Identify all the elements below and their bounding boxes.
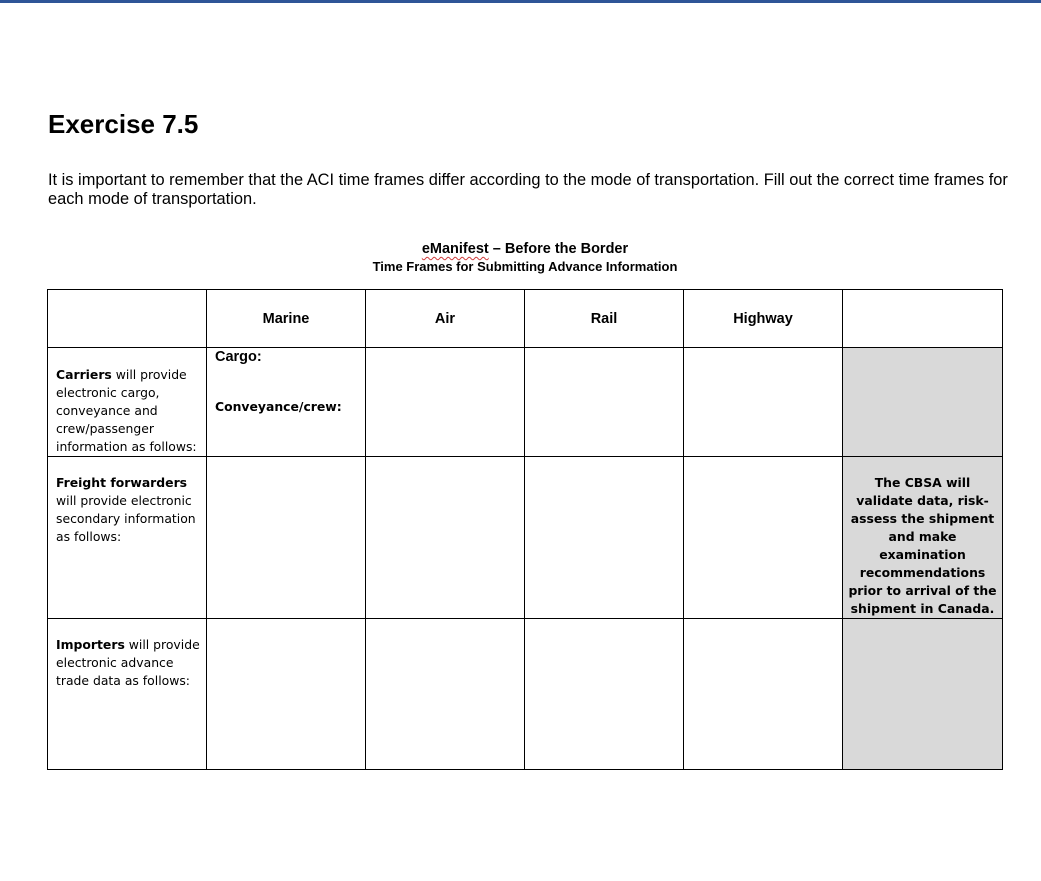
row-label-bold: Importers [56, 637, 125, 652]
cbsa-validation-note: The CBSA will validate data, risk-assess the shipment and make examination recommendations prior to arrival of the shipment in Canada. [843, 457, 1003, 619]
time-frames-table [47, 289, 1003, 770]
header-cell-air: Air [366, 290, 525, 348]
row-label-importers [48, 619, 207, 770]
cell-forwarders-rail[interactable] [525, 457, 684, 619]
row-label-carriers [48, 348, 207, 457]
cell-forwarders-highway[interactable] [684, 457, 843, 619]
cell-importers-notes-shaded [843, 619, 1003, 770]
cell-carriers-rail[interactable] [525, 348, 684, 457]
row-label-bold: Freight forwarders [56, 475, 188, 490]
table-row [48, 348, 1003, 457]
cell-carriers-marine[interactable] [207, 348, 366, 457]
table-row [48, 619, 1003, 770]
exercise-title: Exercise 7.5 [48, 109, 199, 139]
cargo-label: Cargo: [215, 349, 262, 365]
row-label-bold: Carriers [56, 367, 112, 382]
emanifest-word: eManifest [421, 241, 489, 257]
cell-carriers-air[interactable] [366, 348, 525, 457]
table-row [48, 457, 1003, 619]
table-heading [48, 241, 1002, 258]
row-label-text: will provide electronic cargo, conveyance and crew/passenger information as follows: [56, 367, 197, 454]
cell-importers-highway[interactable] [684, 619, 843, 770]
header-cell-blank [48, 290, 207, 348]
row-label-text: will provide electronic secondary information as follows: [56, 493, 196, 544]
cell-forwarders-air[interactable] [366, 457, 525, 619]
conveyance-crew-label: Conveyance/crew: [215, 399, 342, 414]
header-cell-marine: Marine [207, 290, 366, 348]
cell-carriers-highway[interactable] [684, 348, 843, 457]
heading-rest: – Before the Border [488, 241, 629, 257]
header-row [48, 290, 1003, 348]
row-label-freight-forwarders [48, 457, 207, 619]
cell-importers-rail[interactable] [525, 619, 684, 770]
row-label-text: will provide electronic advance trade data as follows: [56, 637, 200, 688]
top-border-rule [0, 0, 1041, 3]
header-cell-highway: Highway [684, 290, 843, 348]
intro-paragraph: It is important to remember that the ACI time frames differ according to the mode of transportation. Fill out the correct time frames for each mode of transportation. [48, 171, 1008, 208]
header-cell-notes [843, 290, 1003, 348]
cell-forwarders-marine[interactable] [207, 457, 366, 619]
cell-carriers-notes-shaded [843, 348, 1003, 457]
cell-importers-marine[interactable] [207, 619, 366, 770]
cell-importers-air[interactable] [366, 619, 525, 770]
table-subheading: Time Frames for Submitting Advance Information [372, 259, 678, 274]
header-cell-rail: Rail [525, 290, 684, 348]
